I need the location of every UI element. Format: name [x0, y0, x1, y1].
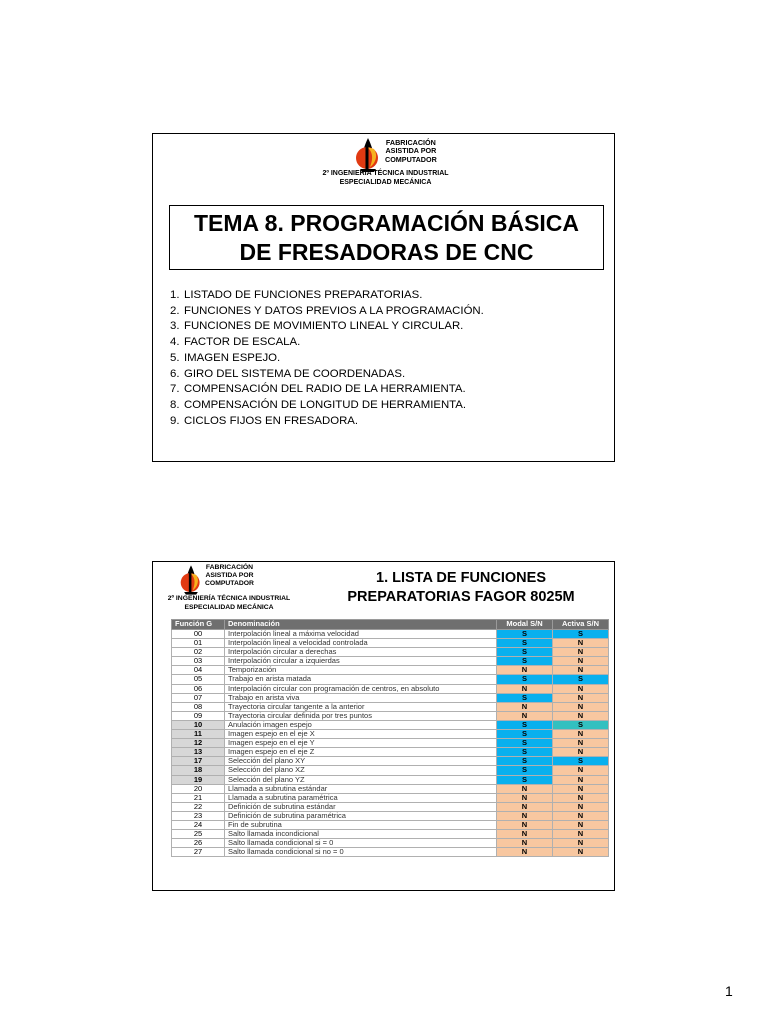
toc-item-number: 4. — [170, 336, 180, 349]
activa-flag-cell: S — [553, 675, 609, 684]
table-of-contents — [170, 288, 484, 429]
logo-caption — [205, 564, 254, 588]
g-code-cell: 04 — [172, 666, 225, 675]
denominacion-cell: Temporización — [225, 666, 497, 675]
title-line: TEMA 8. PROGRAMACIÓN BÁSICA — [193, 209, 580, 236]
activa-flag-cell: N — [553, 775, 609, 784]
department-subtitle — [313, 169, 458, 187]
modal-flag-cell: N — [497, 802, 553, 811]
toc-item — [170, 304, 484, 320]
toc-item — [170, 414, 484, 430]
toc-item-text: LISTADO DE FUNCIONES PREPARATORIAS. — [184, 289, 423, 301]
g-code-cell: 06 — [172, 684, 225, 693]
denominacion-cell: Salto llamada condicional si no = 0 — [225, 848, 497, 857]
logo-caption-line: FABRICACIÓN — [205, 564, 254, 571]
g-code-cell: 10 — [172, 720, 225, 729]
modal-flag-cell: S — [497, 675, 553, 684]
denominacion-cell: Interpolación lineal a máxima velocidad — [225, 630, 497, 639]
toc-item-number: 9. — [170, 414, 180, 427]
toc-item-text: COMPENSACIÓN DEL RADIO DE LA HERRAMIENTA. — [184, 383, 466, 396]
denominacion-cell: Interpolación lineal a velocidad controlada — [225, 639, 497, 648]
denominacion-cell: Selección del plano YZ — [225, 775, 497, 784]
activa-flag-cell: N — [553, 848, 609, 857]
title-line: PREPARATORIAS FAGOR 8025M — [347, 589, 575, 605]
activa-flag-cell: N — [553, 802, 609, 811]
modal-flag-cell: N — [497, 820, 553, 829]
slide-title — [169, 205, 604, 270]
g-code-cell: 26 — [172, 839, 225, 848]
g-code-cell: 17 — [172, 757, 225, 766]
activa-flag-cell: N — [553, 739, 609, 748]
denominacion-cell: Interpolación circular con programación de centros, en absoluto — [225, 684, 497, 693]
modal-flag-cell: S — [497, 739, 553, 748]
toc-item-number: 1. — [170, 289, 180, 301]
activa-flag-cell: S — [553, 757, 609, 766]
logo-caption-line: COMPUTADOR — [385, 154, 437, 164]
denominacion-cell: Salto llamada incondicional — [225, 830, 497, 839]
modal-flag-cell: S — [497, 748, 553, 757]
activa-flag-cell: N — [553, 748, 609, 757]
table-row — [172, 793, 609, 802]
g-code-cell: 11 — [172, 730, 225, 739]
denominacion-cell: Imagen espejo en el eje Z — [225, 748, 497, 757]
g-functions-table — [171, 619, 609, 857]
table-row — [172, 766, 609, 775]
slide-2 — [152, 561, 615, 891]
g-code-cell: 22 — [172, 802, 225, 811]
modal-flag-cell: S — [497, 766, 553, 775]
g-code-cell: 08 — [172, 702, 225, 711]
denominacion-cell: Llamada a subrutina estándar — [225, 784, 497, 793]
modal-flag-cell: N — [497, 666, 553, 675]
logo-caption — [385, 139, 437, 164]
department-subtitle — [155, 594, 303, 612]
denominacion-cell: Fin de subrutina — [225, 820, 497, 829]
subtitle-line: ESPECIALIDAD MECÁNICA — [184, 604, 274, 611]
modal-flag-cell: N — [497, 848, 553, 857]
header-code: Función G — [172, 620, 225, 630]
modal-flag-cell: S — [497, 693, 553, 702]
activa-flag-cell: N — [553, 820, 609, 829]
g-code-cell: 23 — [172, 811, 225, 820]
modal-flag-cell: N — [497, 830, 553, 839]
university-logo-icon — [354, 137, 382, 173]
activa-flag-cell: S — [553, 720, 609, 729]
activa-flag-cell: N — [553, 693, 609, 702]
activa-flag-cell: N — [553, 702, 609, 711]
title-line: 1. LISTA DE FUNCIONES — [376, 570, 546, 586]
toc-item-text: IMAGEN ESPEJO. — [184, 351, 281, 364]
activa-flag-cell: N — [553, 830, 609, 839]
activa-flag-cell: N — [553, 711, 609, 720]
modal-flag-cell: N — [497, 811, 553, 820]
activa-flag-cell: N — [553, 657, 609, 666]
slide-1 — [152, 133, 615, 462]
g-code-cell: 27 — [172, 848, 225, 857]
denominacion-cell: Trabajo en arista viva — [225, 693, 497, 702]
toc-item-number: 6. — [170, 367, 180, 380]
university-logo-icon — [179, 564, 203, 596]
toc-item — [170, 382, 484, 398]
toc-item-text: CICLOS FIJOS EN FRESADORA. — [184, 414, 359, 427]
title-line: DE FRESADORAS DE CNC — [239, 238, 534, 265]
toc-item — [170, 398, 484, 414]
activa-flag-cell: N — [553, 639, 609, 648]
modal-flag-cell: N — [497, 839, 553, 848]
subtitle-line: 2º INGENIERÍA TÉCNICA INDUSTRIAL — [322, 170, 449, 177]
activa-flag-cell: N — [553, 684, 609, 693]
activa-flag-cell: S — [553, 630, 609, 639]
g-code-cell: 01 — [172, 639, 225, 648]
subtitle-line: 2º INGENIERÍA TÉCNICA INDUSTRIAL — [167, 595, 291, 602]
logo-caption-line: ASISTIDA POR — [385, 146, 437, 156]
denominacion-cell: Imagen espejo en el eje X — [225, 730, 497, 739]
activa-flag-cell: N — [553, 793, 609, 802]
g-code-cell: 00 — [172, 630, 225, 639]
denominacion-cell: Selección del plano XY — [225, 757, 497, 766]
toc-item-text: GIRO DEL SISTEMA DE COORDENADAS. — [184, 367, 406, 380]
modal-flag-cell: S — [497, 657, 553, 666]
denominacion-cell: Trayectoria circular tangente a la anterior — [225, 702, 497, 711]
g-code-cell: 09 — [172, 711, 225, 720]
modal-flag-cell: N — [497, 711, 553, 720]
toc-item — [170, 335, 484, 351]
table-header-row — [172, 620, 609, 630]
table-row — [172, 693, 609, 702]
denominacion-cell: Definición de subrutina estándar — [225, 802, 497, 811]
subtitle-line: ESPECIALIDAD MECÁNICA — [339, 179, 432, 186]
toc-item-text: FUNCIONES Y DATOS PREVIOS A LA PROGRAMACIÓN. — [184, 304, 484, 317]
modal-flag-cell: S — [497, 630, 553, 639]
toc-item — [170, 367, 484, 383]
modal-flag-cell: S — [497, 720, 553, 729]
denominacion-cell: Interpolación circular a derechas — [225, 648, 497, 657]
g-code-cell: 20 — [172, 784, 225, 793]
table-row — [172, 848, 609, 857]
denominacion-cell: Definición de subrutina paramétrica — [225, 811, 497, 820]
g-code-cell: 13 — [172, 748, 225, 757]
toc-item-number: 7. — [170, 383, 180, 396]
header-modal: Modal S/N — [497, 620, 553, 630]
modal-flag-cell: N — [497, 784, 553, 793]
g-code-cell: 03 — [172, 657, 225, 666]
denominacion-cell: Llamada a subrutina paramétrica — [225, 793, 497, 802]
toc-item-text: COMPENSACIÓN DE LONGITUD DE HERRAMIENTA. — [184, 398, 467, 411]
modal-flag-cell: N — [497, 702, 553, 711]
modal-flag-cell: N — [497, 793, 553, 802]
g-code-cell: 05 — [172, 675, 225, 684]
denominacion-cell: Trayectoria circular definida por tres puntos — [225, 711, 497, 720]
g-code-cell: 21 — [172, 793, 225, 802]
activa-flag-cell: N — [553, 730, 609, 739]
g-code-cell: 12 — [172, 739, 225, 748]
slide-title — [316, 569, 606, 607]
toc-item — [170, 319, 484, 335]
modal-flag-cell: N — [497, 684, 553, 693]
logo-caption-line: COMPUTADOR — [205, 580, 254, 587]
table-row — [172, 675, 609, 684]
toc-item-number: 2. — [170, 304, 180, 317]
activa-flag-cell: N — [553, 784, 609, 793]
denominacion-cell: Interpolación circular a izquierdas — [225, 657, 497, 666]
activa-flag-cell: N — [553, 766, 609, 775]
g-code-cell: 07 — [172, 693, 225, 702]
g-code-cell: 24 — [172, 820, 225, 829]
page-number: 1 — [725, 983, 733, 999]
g-code-cell: 25 — [172, 830, 225, 839]
toc-item-number: 3. — [170, 320, 180, 333]
table-row — [172, 802, 609, 811]
table-row — [172, 775, 609, 784]
denominacion-cell: Imagen espejo en el eje Y — [225, 739, 497, 748]
modal-flag-cell: S — [497, 757, 553, 766]
toc-item — [170, 288, 484, 304]
toc-item-text: FACTOR DE ESCALA. — [184, 336, 301, 349]
g-code-cell: 19 — [172, 775, 225, 784]
header-name: Denominación — [225, 620, 497, 630]
header-activa: Activa S/N — [553, 620, 609, 630]
denominacion-cell: Trabajo en arista matada — [225, 675, 497, 684]
modal-flag-cell: S — [497, 730, 553, 739]
g-code-cell: 02 — [172, 648, 225, 657]
modal-flag-cell: S — [497, 639, 553, 648]
denominacion-cell: Salto llamada condicional si = 0 — [225, 839, 497, 848]
g-code-cell: 18 — [172, 766, 225, 775]
activa-flag-cell: N — [553, 839, 609, 848]
denominacion-cell: Anulación imagen espejo — [225, 720, 497, 729]
activa-flag-cell: N — [553, 666, 609, 675]
toc-item-text: FUNCIONES DE MOVIMIENTO LINEAL Y CIRCULAR. — [184, 320, 464, 333]
logo-caption-line: ASISTIDA POR — [205, 572, 254, 579]
denominacion-cell: Selección del plano XZ — [225, 766, 497, 775]
toc-item-number: 5. — [170, 351, 180, 364]
toc-item — [170, 351, 484, 367]
activa-flag-cell: N — [553, 811, 609, 820]
table-row — [172, 684, 609, 693]
table-row — [172, 784, 609, 793]
table-row — [172, 702, 609, 711]
modal-flag-cell: S — [497, 648, 553, 657]
table-body — [172, 630, 609, 857]
modal-flag-cell: S — [497, 775, 553, 784]
toc-item-number: 8. — [170, 398, 180, 411]
activa-flag-cell: N — [553, 648, 609, 657]
logo-caption-line: FABRICACIÓN — [385, 138, 436, 147]
